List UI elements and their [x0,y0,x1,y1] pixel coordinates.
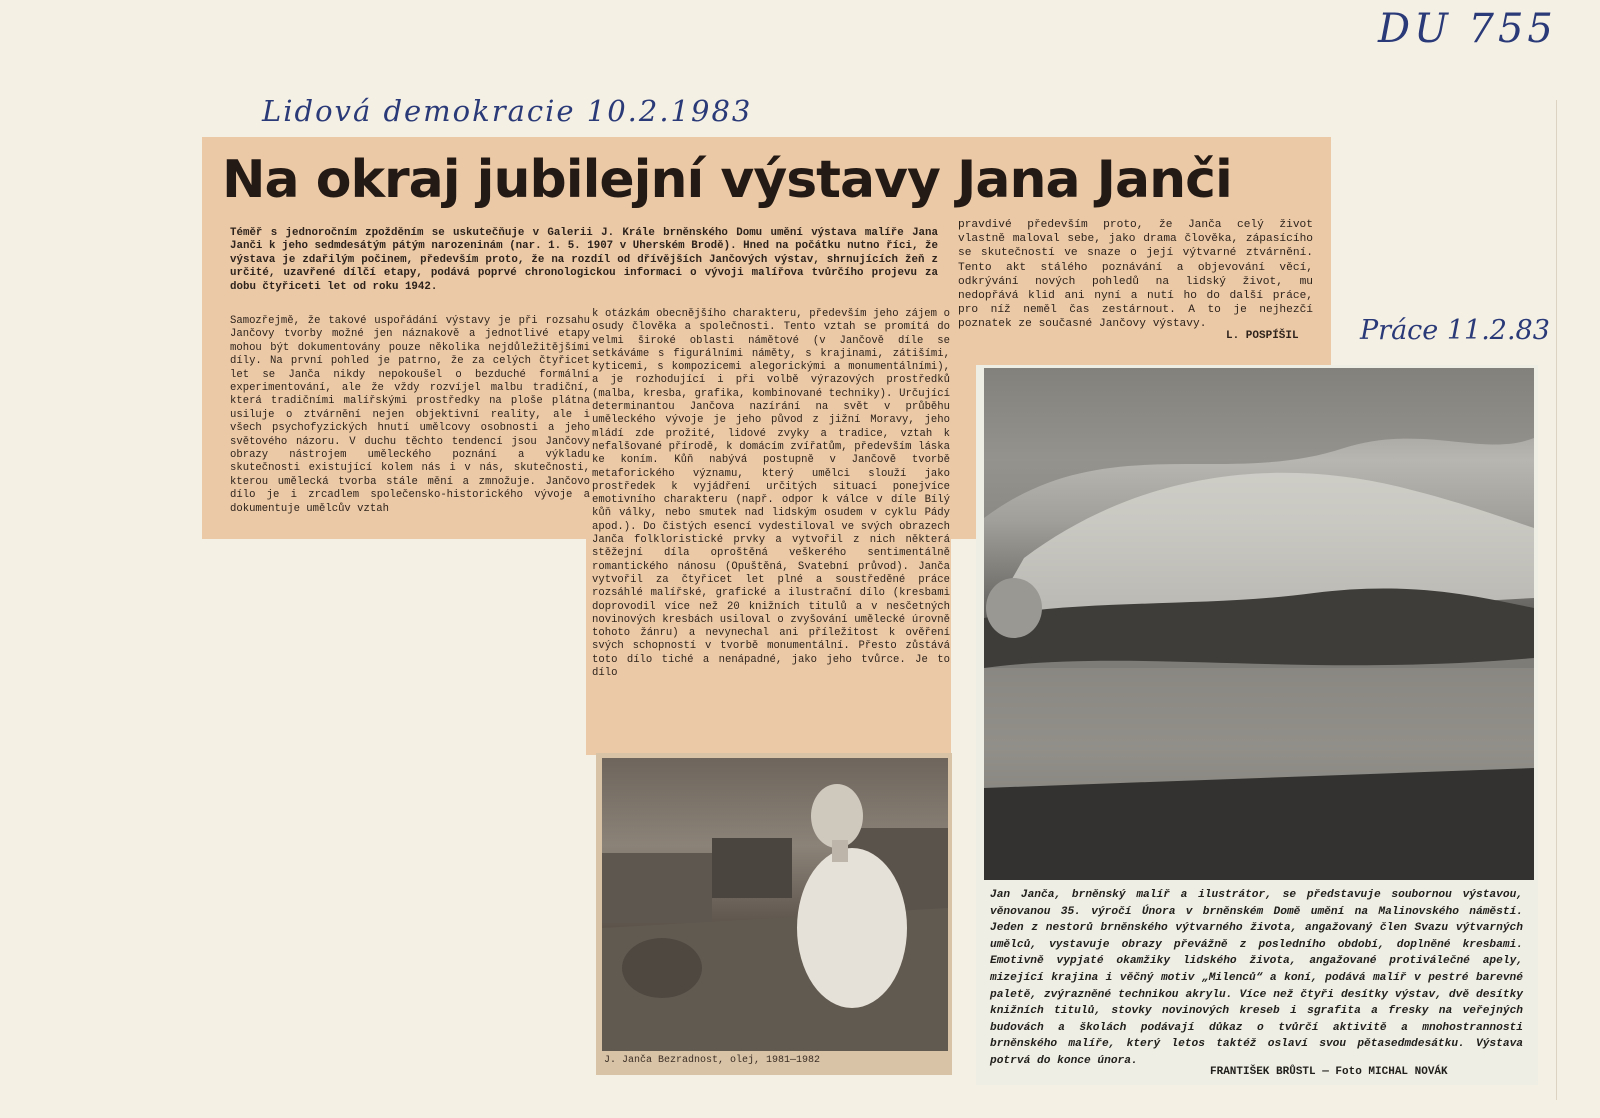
article-column-3: pravdivé především proto, že Janča celý život vlastně maloval sebe, jako drama člověka, zápasícího se skutečností ve snaze o její výtvarné ztvárnění. Tento akt stálého poznávání a objevování věcí, odkrývání nových pohledů na lidský život, mu nedopřává klid ani nyní a nutí ho do další práce, pro níž neměl čas zestárnout. A to je nejhezčí poznatek ze současné Jančovy výstavy. [958,219,1313,331]
source-note-prace: Práce 11.2.83 [1360,315,1550,346]
archive-id: DU 755 [1378,6,1557,52]
article-2-signature: FRANTIŠEK BRŮSTL — Foto MICHAL NOVÁK [1210,1066,1448,1078]
article-lead: Téměř s jednoročním zpožděním se uskutečňuje v Galerii J. Krále brněnského Domu umění výstava malíře Jana Janči k jeho sedmdesátým pátým narozeninám (nar. 1. 5. 1907 v Uherském Brodě). Hned na počátku nutno říci, že výstava je zdařilým počinem, především proto, že na rozdíl od dřívějších Jančových výstav, shrnujících žeň z určité, uzavřené dílčí etapy, podává poprvé chronologickou informaci o vývoji malířova tvůrčího projevu za dobu čtyřiceti let od roku 1942. [230,227,938,293]
article-column-2: k otázkám obecnějšího charakteru, především jeho zájem o osudy člověka a společnosti. Tento vztah se promítá do velmi široké oblasti námětové (v Jančově díle se setkáváme s figurálními náměty, s krajinami, zátišími, kyticemi, s kompozicemi alegorickými a monumentálními), a je rozhodující i při volbě výrazových prostředků (malba, kresba, grafika, kombinované techniky). Určující determinantou Jančova nazírání na svět v průběhu uměleckého vývoje je jeho původ z jižní Moravy, jeho mládí zde prožité, lidové zvyky a tradice, vztah k nefalšované přírodě, k domácím zvířatům, především láska ke koním. Kůň nabývá postupně v Jančově tvorbě metaforického významu, který umělci slouží jako prostředek k vyjádření určitých situací ponejvíce emotivního charakteru (např. odpor k válce v díle Bílý kůň války, nebo smutek nad lidským osudem v cyklu Pády apod.). Do čistých esencí vydestiloval ve svých obrazech Janča folkloristické prvky a vytvořil z nich některá stěžejní díla oproštěná veškerého sentimentálně romantického nánosu (Opuštěná, Svatební průvod). Janča vytvořil za čtyřicet let plné a soustředěné práce rozsáhlé malířské, grafické a ilustrační dílo (kresbami doprovodil více než 20 knižních titulů a v nesčetných novinových kresbách usiloval o zvyšování umělecké úrovně tohoto žánru) a nevynechal ani příležitost k ověření svých schopností v tvorbě monumentální. Přesto zůstává toto dílo tiché a nenápadné, jako jeho tvůrce. Je to dílo [592,308,950,680]
photo-caption: J. Janča Bezradnost, olej, 1981—1982 [604,1055,821,1066]
article-headline: Na okraj jubilejní výstavy Jana Janči [222,150,1232,210]
source-note-lidova-demokracie: Lidová demokracie 10.2.1983 [262,94,753,128]
article-signature: L. POSPÍŠIL [1226,330,1299,342]
painting-photo-art [602,758,948,1051]
painting-photo-bezradnost [602,758,948,1051]
painting-photo-landscape [984,368,1534,880]
article-2-caption: Jan Janča, brněnský malíř a ilustrátor, se představuje soubornou výstavou, věnovanou 35. výročí Února v brněnském Domě umění na Malinovského náměstí. Jeden z nestorů brněnského výtvarného života, angažovaný člen Svazu výtvarných umělců, vystavuje obrazy převážně z posledního období, doplněné kresbami. Emotivně vypjaté okamžiky lidského života, angažované protiválečné apely, mizející krajina i věčný motiv „Milenců“ a koní, podává malíř v pestré barevné paletě, zvýrazněné technikou akrylu. Více než čtyři desítky výstav, dvě desítky knižních titulů, stovky novinových kreseb i sgrafita a fresky na veřejných budovách a školách podávají důkaz o tvůrčí aktivitě a mnohostrannosti brněnského malíře, který letos taktéž oslaví svou pětasedmdesátku. Výstava potrvá do konce února. [990,889,1523,1067]
landscape-art [984,368,1534,880]
article-column-1: Samozřejmě, že takové uspořádání výstavy je při rozsahu Jančovy tvorby možné jen náznakově a jednotlivé etapy mohou být dokumentovány pouze několika nejdůležitějšími díly. Na první pohled je patrno, že za celých čtyřicet let se Janča nikdy nepokoušel o bezduché formální experimentování, ale že vždy rozvíjel malbu tradiční, která tradičními malířskými prostředky na ploše plátna usiluje o ztvárnění nejen objektivní reality, ale i všech psychofyzických hnutí umělcovy osobnosti a jeho světového názoru. V duchu těchto tendencí jsou Jančovy obrazy nástrojem uměleckého poznání a výkladu skutečnosti existující kolem nás i v nás, skutečnosti, kterou umělecká tvorba stále mění a zmnožuje. Jančovo dílo je i zrcadlem společensko-historického vývoje a dokumentuje umělcův vztah [230,315,590,515]
sheet-edge [1556,100,1557,1100]
